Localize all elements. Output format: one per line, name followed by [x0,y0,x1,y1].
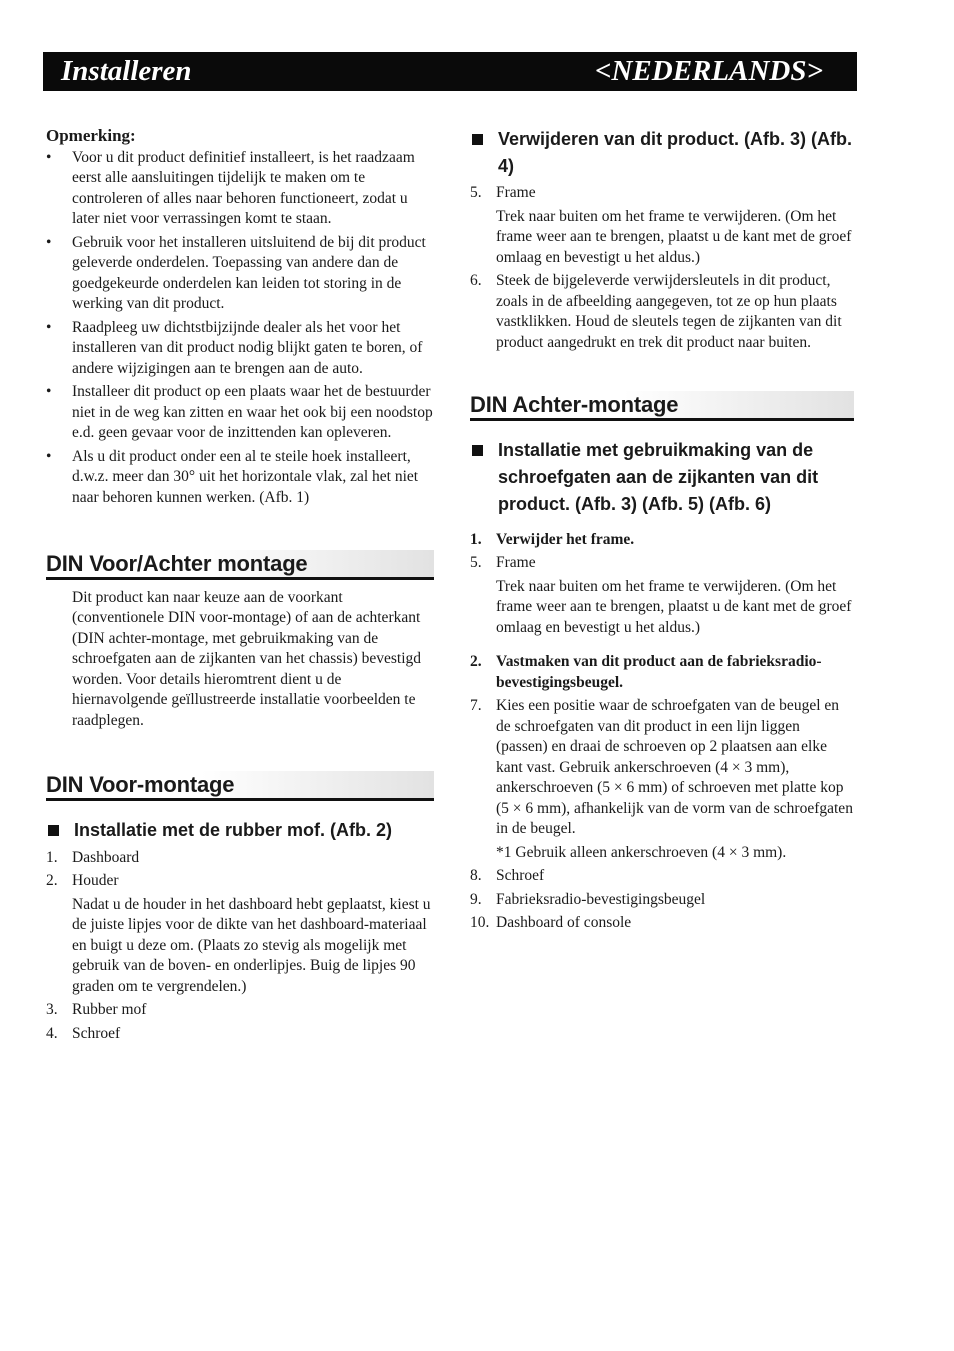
front-mount-list [46,848,434,1045]
item-note: *1 Gebruik alleen ankerschroeven (4 × 3 mm). [496,843,787,861]
list-item [470,183,854,268]
item-text: Kies een positie waar de schroefgaten van de beugel en de schroefgaten van dit product in een lijn liggen (passen) en draai de schroeven op 2 plaatsen aan elke kant vast. Gebruik ankerschroeven (4 × 3 mm), ankerschroeven (5 × 6 mm) of schroeven met platte kop (5 × 6 mm), afhankelijk van de vorm van de schroefgaten in de beugel. [496,697,853,837]
item-number: 9. [470,890,482,908]
list-item [470,271,854,353]
step-2-list [470,696,854,934]
note-item: • Gebruik voor het installeren uitsluitend de bij dit product geleverde onderdelen. Toepassing van andere dan de goedgekeurde onderdelen kan leiden tot storing in de werking van dit product. [46,233,434,315]
square-bullet-icon [48,825,59,836]
subheading-text: Installatie met de rubber mof. (Afb. 2) [74,819,393,840]
section-heading-back: DIN Achter-montage [470,391,854,421]
list-item [470,866,854,887]
list-item [46,871,434,997]
item-text: Fabrieksradio-bevestigingsbeugel [496,890,706,908]
page-header [43,52,857,91]
item-body: Trek naar buiten om het frame te verwijderen. (Om het frame weer aan te brengen, plaatst u de kant met de groef omlaag en bevestigt u het aldus.) [496,207,852,266]
item-text: Steek de bijgeleverde verwijdersleutels in dit product, zoals in de afbeelding aangegeven, tot ze op hun plaats vastklikken. Houd de sleutels tegen de zijkanten van dit product aangedrukt en trek dit product naar buiten. [496,272,842,351]
list-item [46,848,434,869]
item-body: Nadat u de houder in het dashboard hebt geplaatst, kiest u de juiste lipjes voor de dikte van het dashboard-materiaal en buigt u deze om. (Plaats zo stevig als mogelijk met gebruik van de boven- en onderlipjes. Buig de lipjes 90 graden om te vergrendelen.) [72,895,431,995]
step-number: 2. [470,653,482,670]
step-1 [470,530,854,551]
step-text: Verwijder het frame. [496,530,635,548]
subheading-rubber-sleeve [46,817,434,844]
item-text: Schroef [496,867,545,884]
item-text: Houder [72,872,119,889]
item-number: 3. [46,1001,58,1018]
header-title-left: Installeren [61,55,192,87]
list-item [470,913,854,934]
list-item [470,696,854,863]
item-number: 1. [46,848,58,866]
header-title-right: <NEDERLANDS> [594,55,823,87]
step-1-list [470,553,854,638]
item-text: Dashboard [72,848,140,866]
note-title: Opmerking: [46,126,136,145]
step-2 [470,652,854,693]
item-number: 4. [46,1024,58,1042]
note-item: • Raadpleeg uw dichtstbijzijnde dealer als het voor het installeren van dit product nodig blijkt gaten te boren, of andere wijzigingen aan te brengen aan de auto. [46,318,434,380]
item-number: 6. [470,272,482,289]
item-text: Dashboard of console [496,914,632,931]
square-bullet-icon [472,445,483,456]
subheading-text: Verwijderen van dit product. (Afb. 3) (Afb. 4) [498,129,853,176]
note-list [46,148,434,509]
square-bullet-icon [472,134,483,145]
subheading-remove [470,126,854,180]
item-text: Frame [496,184,536,201]
list-item [470,553,854,638]
subheading-text: Installatie met gebruikmaking van de schroefgaten aan de zijkanten van dit product. (Afb. 3) (Afb. 5) (Afb. 6) [498,439,819,514]
item-body: Trek naar buiten om het frame te verwijderen. (Om het frame weer aan te brengen, plaatst u de kant met de groef omlaag en bevestigt u het aldus.) [496,577,852,636]
step-number: 1. [470,530,482,548]
left-column [46,126,434,1047]
step-text: Vastmaken van dit product aan de fabrieksradio-bevestigingsbeugel. [496,653,822,691]
right-column [470,126,854,937]
section-heading-front-back: DIN Voor/Achter montage [46,550,434,580]
item-text: Frame [496,554,536,571]
section-body-front-back: Dit product kan naar keuze aan de voorkant (conventionele DIN voor-montage) of aan de achterkant (DIN achter-montage, met gebruikmaking van de schroefgaten aan de zijkanten van het chassis) bevestigd worden. Voor details hieromtrent dient u de hiernavolgende geïllustreerde installatie voorbeelden te raadplegen. [72,588,422,729]
remove-list [470,183,854,353]
item-number: 5. [470,184,482,201]
item-number: 5. [470,554,482,571]
item-number: 2. [46,872,58,889]
list-item [470,890,854,911]
note-item: • Als u dit product onder een al te steile hoek installeert, d.w.z. meer dan 30° uit het horizontale vlak, zal het niet naar behoren kunnen werken. (Afb. 1) [46,447,434,509]
item-number: 8. [470,867,482,884]
note-item: • Installeer dit product op een plaats waar het de bestuurder niet in de weg kan zitten en waar het ook bij een noodstop e.d. geen gevaar voor de inzittenden kan opleveren. [46,382,434,444]
list-item [46,1000,434,1021]
list-item [46,1024,434,1045]
subheading-side-holes [470,437,854,518]
note-item: • Voor u dit product definitief installeert, is het raadzaam eerst alle aansluitingen tijdelijk te maken om te controleren of alles naar behoren functioneert, zodat u later niet voor verrassingen komt te staan. [46,148,434,230]
item-text: Schroef [72,1024,121,1042]
section-heading-front: DIN Voor-montage [46,771,434,801]
item-number: 7. [470,697,482,714]
item-number: 10. [470,914,490,931]
item-text: Rubber mof [72,1001,147,1018]
